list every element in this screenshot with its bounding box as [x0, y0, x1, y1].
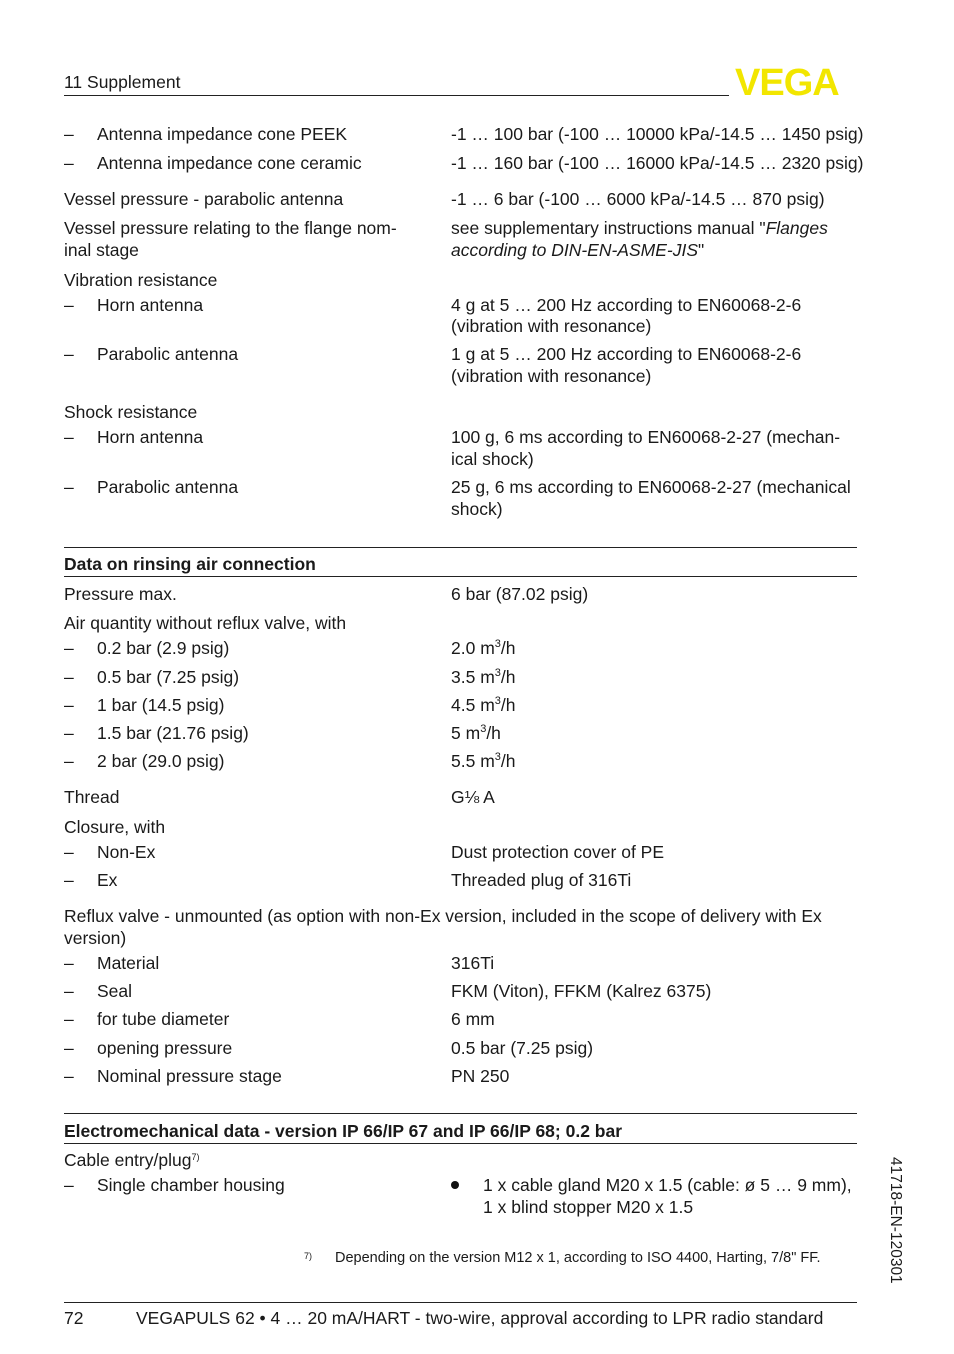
row-value: -1 … 160 bar (-100 … 16000 kPa/-14.5 … 2320 psig) — [451, 153, 864, 173]
row-label: Vessel pressure - parabolic antenna — [64, 189, 344, 209]
row-label: 2 bar (29.0 psig) — [97, 751, 225, 771]
row-value: PN 250 — [451, 1066, 510, 1086]
row-label: Shock resistance — [64, 402, 198, 422]
row-value: Dust protection cover of PE — [451, 842, 665, 862]
row-value: -1 … 100 bar (-100 … 10000 kPa/-14.5 … 1450 psig) — [451, 124, 864, 144]
dash: – — [64, 723, 74, 743]
row-value: 6 bar (87.02 psig) — [451, 584, 589, 604]
dash: – — [64, 1009, 74, 1029]
section-rule — [64, 576, 857, 577]
row-value: shock) — [451, 499, 503, 519]
footnote-mark: 7) — [304, 1251, 313, 1261]
row-value: (vibration with resonance) — [451, 366, 652, 386]
dash: – — [64, 751, 74, 771]
dash: – — [64, 344, 74, 364]
row-label: 0.2 bar (2.9 psig) — [97, 638, 230, 658]
row-label: for tube diameter — [97, 1009, 230, 1029]
row-label: Parabolic antenna — [97, 344, 239, 364]
row-label: Ex — [97, 870, 118, 890]
row-label: Antenna impedance cone ceramic — [97, 153, 362, 173]
row-label: Horn antenna — [97, 427, 204, 447]
dash: – — [64, 870, 74, 890]
row-value: 1 x blind stopper M20 x 1.5 — [483, 1197, 694, 1217]
bullet-icon — [451, 1181, 459, 1189]
row-value: (vibration with resonance) — [451, 316, 652, 336]
row-label: Thread — [64, 787, 120, 807]
section-header: 11 Supplement — [64, 72, 181, 92]
row-value: 5 $m^3/h$ — [451, 723, 501, 743]
row-label: Closure, with — [64, 817, 166, 837]
row-label: Reflux valve - unmounted (as option with non-Ex version, included in the scope of delivery with Ex — [64, 906, 822, 926]
dash: – — [64, 842, 74, 862]
row-value: 2.0 $m^3/h$ — [451, 638, 516, 658]
page-number: 72 — [64, 1308, 84, 1328]
dash: – — [64, 695, 74, 715]
row-label: 0.5 bar (7.25 psig) — [97, 667, 240, 687]
row-label: Antenna impedance cone PEEK — [97, 124, 348, 144]
row-label: Seal — [97, 981, 133, 1001]
document-code: 41718-EN-120301 — [887, 1157, 904, 1284]
footer-title: VEGAPULS 62 • 4 … 20 mA/HART - two-wire, approval according to LPR radio standard — [136, 1308, 824, 1328]
dash: – — [64, 427, 74, 447]
section-rule — [64, 1113, 857, 1114]
dash: – — [64, 638, 74, 658]
row-value: 1 x cable gland M20 x 1.5 (cable: ø 5 … 9 mm), — [483, 1175, 852, 1195]
row-value: 4 g at 5 … 200 Hz according to EN60068-2-6 — [451, 295, 802, 315]
row-label: opening pressure — [97, 1038, 233, 1058]
row-value: 3.5 $m^3/h$ — [451, 667, 516, 687]
row-label: Single chamber housing — [97, 1175, 285, 1195]
section-rule — [64, 547, 857, 548]
row-label: Material — [97, 953, 160, 973]
dash: – — [64, 477, 74, 497]
row-value: 25 g, 6 ms according to EN60068-2-27 (mechanical — [451, 477, 851, 497]
dash: – — [64, 981, 74, 1001]
row-label: Air quantity without reflux valve, with — [64, 613, 347, 633]
row-label: inal stage — [64, 240, 139, 260]
header-rule — [64, 95, 729, 96]
section-title-rinsing: Data on rinsing air connection — [64, 554, 316, 574]
logo-text: VEGA — [735, 66, 839, 98]
row-value: 1 g at 5 … 200 Hz according to EN60068-2-6 — [451, 344, 802, 364]
row-label: Pressure max. — [64, 584, 177, 604]
row-label: Nominal pressure stage — [97, 1066, 282, 1086]
row-label: Non-Ex — [97, 842, 156, 862]
vega-logo — [735, 66, 857, 98]
row-value: 316Ti — [451, 953, 495, 973]
dash: – — [64, 1175, 74, 1195]
footnote-text: Depending on the version M12 x 1, according to ISO 4400, Harting, 7/8" FF. — [335, 1250, 821, 1266]
dash: – — [64, 1038, 74, 1058]
row-value: according to DIN-EN-ASME-JIS" — [451, 240, 705, 260]
row-label: Cable entry/plug$^{7)}$ — [64, 1150, 200, 1170]
row-label: 1 bar (14.5 psig) — [97, 695, 225, 715]
row-value: 6 mm — [451, 1009, 495, 1029]
dash: – — [64, 953, 74, 973]
row-label: Horn antenna — [97, 295, 204, 315]
row-value: 5.5 $m^3/h$ — [451, 751, 516, 771]
section-title-electromechanical: Electromechanical data - version IP 66/IP 67 and IP 66/IP 68; 0.2 bar — [64, 1121, 623, 1141]
row-value: see supplementary instructions manual "Flanges — [451, 218, 828, 238]
row-label: 1.5 bar (21.76 psig) — [97, 723, 249, 743]
row-label: version) — [64, 928, 127, 948]
row-value: G⅛ A — [451, 787, 495, 807]
row-label: Parabolic antenna — [97, 477, 239, 497]
row-value: 0.5 bar (7.25 psig) — [451, 1038, 594, 1058]
row-value: Threaded plug of 316Ti — [451, 870, 632, 890]
row-value: 4.5 $m^3/h$ — [451, 695, 516, 715]
dash: – — [64, 124, 74, 144]
row-value: ical shock) — [451, 449, 534, 469]
dash: – — [64, 153, 74, 173]
row-label: Vibration resistance — [64, 270, 218, 290]
row-label: Vessel pressure relating to the flange nom- — [64, 218, 397, 238]
footnote-ref: 7) — [191, 1152, 200, 1162]
dash: – — [64, 1066, 74, 1086]
row-value: -1 … 6 bar (-100 … 6000 kPa/-14.5 … 870 psig) — [451, 189, 825, 209]
dash: – — [64, 667, 74, 687]
row-value: FKM (Viton), FFKM (Kalrez 6375) — [451, 981, 712, 1001]
section-rule — [64, 1143, 857, 1144]
footer-rule — [64, 1302, 857, 1303]
dash: – — [64, 295, 74, 315]
row-value: 100 g, 6 ms according to EN60068-2-27 (mechan- — [451, 427, 841, 447]
